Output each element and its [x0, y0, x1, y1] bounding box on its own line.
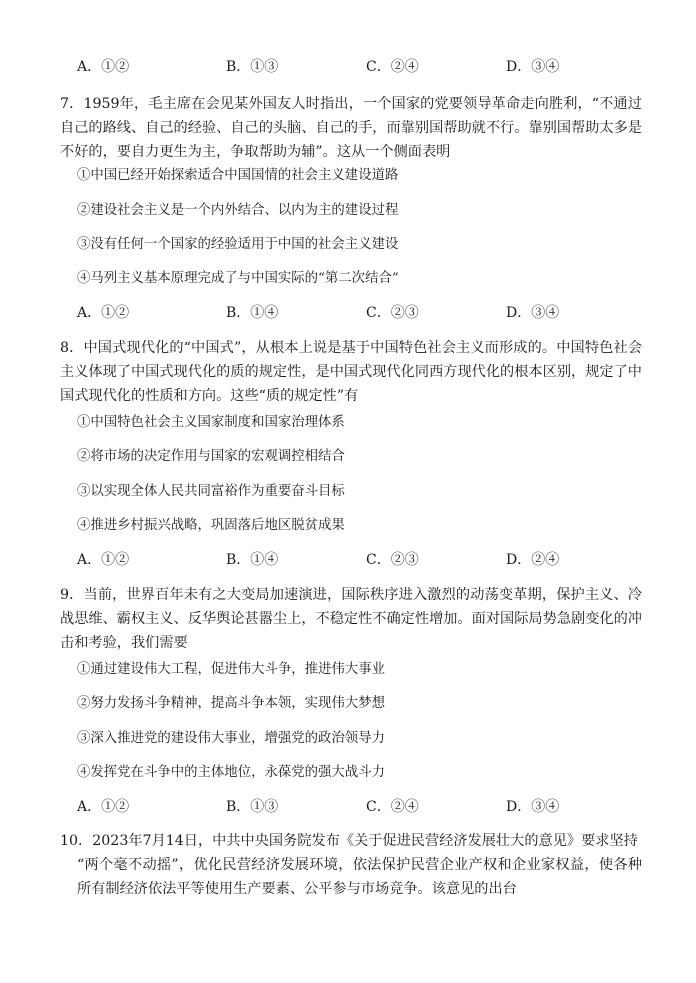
question-text: 当前，世界百年未有之大变局加速演进，国际秩序进入激烈的动荡变革期，保护主义、冷战思维、霸权主义、反华舆论甚嚣尘上，不稳定性不确定性增加。面对国际局势急剧变化的冲击和考验，我们需要	[60, 587, 642, 651]
option-d: D．③④	[506, 305, 560, 321]
question-text-line1: 2023年7月14日，中共中央国务院发布《关于促进民营经济发展壮大的意见》要求坚持	[92, 833, 638, 849]
option-a: A．①②	[77, 305, 130, 321]
option-a: A．①②	[77, 552, 130, 568]
option-c: C．②④	[366, 799, 419, 815]
q9-options	[0, 797, 696, 817]
question-number: 10．	[60, 833, 93, 849]
question-number: 7．	[60, 96, 84, 112]
option-d: D．③④	[506, 799, 560, 815]
question-number: 9．	[60, 587, 84, 603]
statement-2: ②将市场的决定作用与国家的宏观调控相结合	[77, 449, 345, 464]
question-text: 1959年，毛主席在会见某外国友人时指出，一个国家的党要领导革命走向胜利，“不通过自己的路线、自己的经验、自己的头脑、自己的手，而靠别国帮助就不行。靠别国帮助太多是不好的，要自力更生为主，争取帮助为辅”。这从一个侧面表明	[60, 96, 642, 160]
statement-1: ①通过建设伟大工程，促进伟大斗争，推进伟大事业	[77, 662, 385, 677]
q7-options	[0, 303, 696, 323]
option-d: D．②④	[506, 552, 560, 568]
question-text: 中国式现代化的“中国式”，从根本上说是基于中国特色社会主义而形成的。中国特色社会主义体现了中国式现代化的质的规定性，是中国式现代化同西方现代化的根本区别，规定了中国式现代化的性质和方向。这些“质的规定性”有	[60, 340, 642, 404]
statement-3: ③没有任何一个国家的经验适用于中国的社会主义建设	[77, 237, 399, 252]
option-a: A．①②	[77, 799, 130, 815]
q6-options	[0, 57, 696, 77]
statement-2: ②建设社会主义是一个内外结合、以内为主的建设过程	[77, 203, 399, 218]
option-c: C．②④	[366, 59, 419, 75]
question-10	[60, 829, 642, 901]
statement-3: ③深入推进党的建设伟大事业，增强党的政治领导力	[77, 731, 385, 746]
statement-4: ④推进乡村振兴战略，巩固落后地区脱贫成果	[77, 518, 345, 533]
option-c: C．②③	[366, 305, 419, 321]
option-b: B．①④	[226, 305, 279, 321]
option-d: D．③④	[506, 59, 560, 75]
statement-3: ③以实现全体人民共同富裕作为重要奋斗目标	[77, 484, 345, 499]
option-b: B．①③	[226, 59, 279, 75]
question-9	[60, 583, 642, 655]
statement-1: ①中国特色社会主义国家制度和国家治理体系	[77, 415, 345, 430]
option-c: C．②③	[366, 552, 419, 568]
question-8	[60, 336, 642, 408]
question-number: 8．	[60, 340, 84, 356]
statement-4: ④发挥党在斗争中的主体地位，永葆党的强大战斗力	[77, 765, 385, 780]
q8-options	[0, 550, 696, 570]
statement-4: ④马列主义基本原理完成了与中国实际的“第二次结合”	[77, 271, 399, 286]
option-b: B．①③	[226, 799, 279, 815]
option-b: B．①④	[226, 552, 279, 568]
question-text-continued: “两个毫不动摇”，优化民营经济发展环境，依法保护民营企业产权和企业家权益，使各种所有制经济依法平等使用生产要素、公平参与市场竞争。该意见的出台	[77, 857, 642, 897]
statement-1: ①中国已经开始探索适合中国国情的社会主义建设道路	[77, 168, 399, 183]
statement-2: ②努力发扬斗争精神，提高斗争本领，实现伟大梦想	[77, 696, 385, 711]
option-a: A．①②	[77, 59, 130, 75]
question-7	[60, 92, 642, 164]
